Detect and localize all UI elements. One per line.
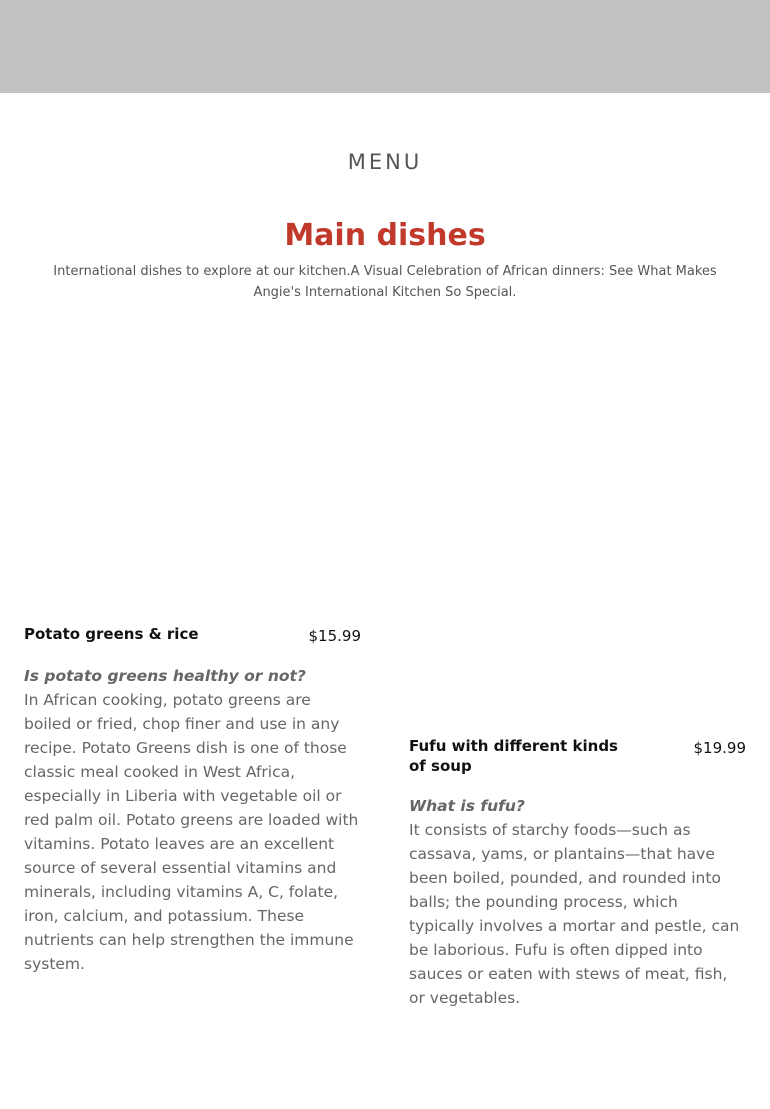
menu-section-subtitle: International dishes to explore at our kitchen.A Visual Celebration of African dinners: See What Makes Angie's International Kitchen So Special. (53, 264, 717, 300)
header-banner (0, 0, 770, 93)
dish-header (24, 624, 361, 646)
dish-description: In African cooking, potato greens are boiled or fried, chop finer and use in any recipe. Potato Greens dish is one of those classic meal cooked in West Africa, especially in Liberia with vegetable oil or red palm oil. Potato greens are loaded with vitamins. Potato leaves are an excellent source of several essential vitamins and minerals, including vitamins A, C, folate, iron, calcium, and potassium. These nutrients can help strengthen the immune system. (24, 691, 359, 973)
dish-name: Potato greens & rice (24, 625, 199, 643)
dish-description: It consists of starchy foods—such as cassava, yams, or plantains—that have been boiled, pounded, and rounded into balls; the pounding process, which typically involves a mortar and pestle, can be laborious. Fufu is often dipped into sauces or eaten with stews of meat, fish, or vegetables. (409, 821, 740, 1007)
dish-card (24, 624, 361, 976)
dish-question: What is fufu? (409, 797, 525, 815)
dish-name: Fufu with different kinds of soup (409, 737, 618, 775)
dish-price: $15.99 (308, 627, 361, 645)
dish-price: $19.99 (693, 739, 746, 757)
dish-card (409, 736, 746, 1010)
dish-question: Is potato greens healthy or not? (24, 667, 306, 685)
menu-section-title: Main dishes (284, 218, 486, 253)
dish-header (409, 736, 746, 776)
menu-section-label: MENU (347, 150, 423, 174)
